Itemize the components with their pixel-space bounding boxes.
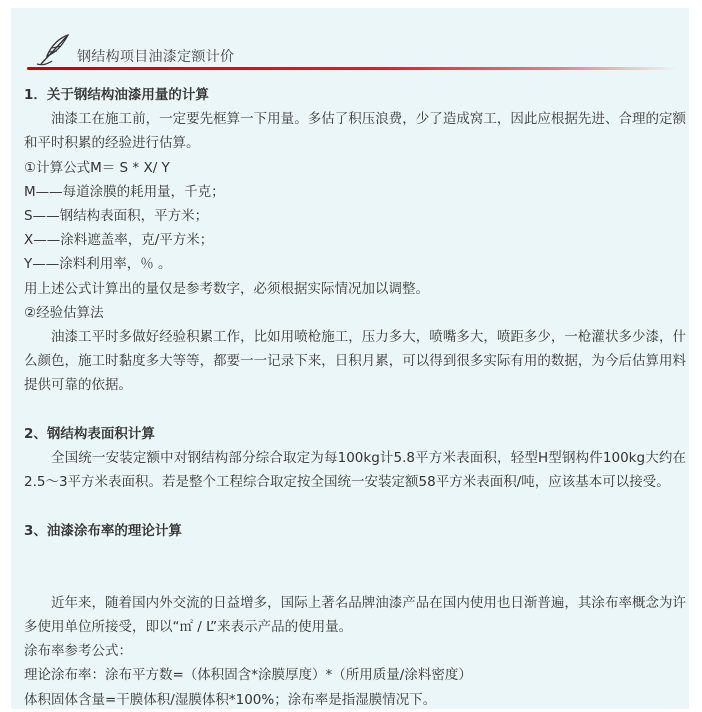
quill-pen-icon [35,30,75,70]
spacer [24,543,686,591]
method2-paragraph: 油漆工平时多做好经验积累工作，比如用喷枪施工，压力多大，喷嘴多大，喷距多少，一枪灌状多少漆，什么颜色，施工时黏度多大等等，都要一一记录下来，日积月累，可以得到很多实际有用的数据，为今后估算用料提供可靠的依据。 [24,329,686,394]
article-card [11,8,689,709]
header-divider [27,67,677,70]
section3-paragraph: 近年来，随着国内外交流的日益增多，国际上著名品牌油漆产品在国内使用也日渐普遍，其涂布率概念为许多使用单位所接受，即以“㎡ / L”来表示产品的使用量。 [24,594,686,636]
formula-note: 用上述公式计算出的量仅是参考数字，必须根据实际情况加以调整。 [24,280,429,297]
spacer [24,398,686,422]
section2-paragraph: 全国统一安装定额中对钢结构部分综合取定为每100kg计5.8平方米表面积，轻型H型钢构件100kg大约在2.5～3平方米表面积。若是整个工程综合取定按全国统一安装定额58平方米表面积/吨，应该基本可以接受。 [24,450,686,491]
formula-theoretical-coverage: 理论涂布率：涂布平方数=（体积固含*涂膜厚度）*（所用质量/涂料密度） [24,667,472,684]
article-title: 钢结构项目油漆定额计价 [77,49,235,65]
article-header [11,8,689,70]
section1-paragraph: 油漆工在施工前，一定要先框算一下用量。多估了积压浪费，少了造成窝工，因此应根据先进、合理的定额和平时积累的经验进行估算。 [24,111,686,152]
definition-y: Y——涂料利用率，％ 。 [24,256,172,273]
definition-x: X——涂料遮盖率，克/平方米； [24,232,214,249]
section1-heading: 1．关于钢结构油漆用量的计算 [24,87,209,103]
method2-title: ②经验估算法 [24,304,104,321]
article-body [24,83,686,712]
formula-volume-solids: 体积固体含量=干膜体积/湿膜体积*100%；涂布率是指湿膜情况下。 [24,691,437,708]
section2-heading: 2、钢结构表面积计算 [24,425,155,442]
definition-m: M——每道涂膜的耗用量，千克； [24,183,225,200]
spacer [24,494,686,518]
definition-s: S——钢结构表面积，平方米； [24,208,209,225]
formula-title: ①计算公式M＝ S * X/ Y [24,159,170,176]
formula-reference-label: 涂布率参考公式： [24,643,132,660]
section3-heading: 3、油漆涂布率的理论计算 [24,522,182,539]
